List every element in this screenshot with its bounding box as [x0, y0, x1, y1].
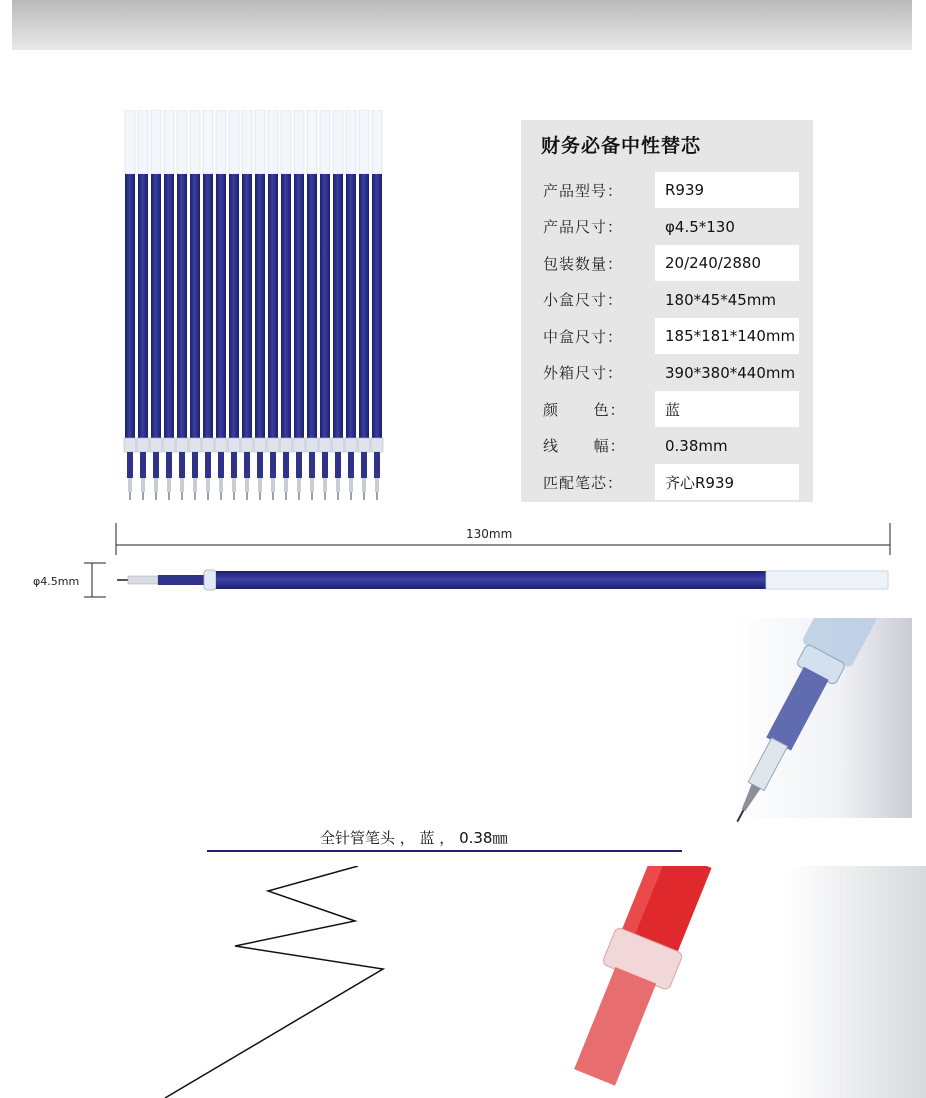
spec-label: 外箱尺寸：	[543, 364, 624, 383]
bundle-refill	[267, 110, 279, 500]
spec-label: 产品型号：	[543, 181, 624, 200]
diameter-label: φ4.5mm	[33, 575, 80, 588]
spec-table	[521, 120, 813, 502]
spec-value: 185*181*140mm	[655, 318, 799, 354]
spec-row-middle-box	[531, 318, 803, 355]
bundle-refill	[345, 110, 357, 500]
spec-label: 颜 色：	[543, 400, 626, 419]
blue-tip-closeup-image	[580, 618, 912, 858]
length-label: 130mm	[466, 527, 513, 541]
spec-value: 180*45*45mm	[665, 290, 777, 309]
bundle-refill	[371, 110, 383, 500]
spec-row-model	[531, 172, 803, 209]
spec-label: 匹配笔芯：	[543, 473, 624, 492]
bundle-refill	[254, 110, 266, 500]
bundle-refill	[137, 110, 149, 500]
bundle-refill	[241, 110, 253, 500]
bundle-refill	[358, 110, 370, 500]
bundle-refill	[189, 110, 201, 500]
spec-value: 20/240/2880	[655, 245, 799, 281]
bundle-refill	[332, 110, 344, 500]
refill-bundle-image	[120, 110, 390, 502]
bundle-refill	[202, 110, 214, 500]
spec-row-line-width	[531, 428, 803, 465]
spec-label: 小盒尺寸：	[543, 291, 624, 310]
spec-value: 齐心R939	[655, 464, 799, 500]
bundle-refill	[176, 110, 188, 500]
spec-value: 蓝	[655, 391, 799, 427]
bundle-refill	[228, 110, 240, 500]
bundle-refill	[280, 110, 292, 500]
spec-value: φ4.5*130	[665, 217, 735, 236]
caption: 全针管笔头 ， 蓝 ， 0.38㎜	[320, 829, 508, 847]
spec-value: R939	[655, 172, 799, 208]
top-banner	[12, 0, 912, 50]
spec-label: 产品尺寸：	[543, 218, 624, 237]
caption-underline	[207, 850, 682, 852]
bundle-refill	[306, 110, 318, 500]
bundle-refill	[215, 110, 227, 500]
spec-row-color	[531, 391, 803, 428]
single-refill	[117, 570, 888, 590]
spec-value: 390*380*440mm	[665, 363, 796, 382]
bundle-refill	[319, 110, 331, 500]
spec-row-outer-box	[531, 355, 803, 392]
spec-title: 财务必备中性替芯	[541, 135, 702, 157]
dimension-drawing	[0, 515, 926, 615]
red-refill-image	[0, 866, 926, 1098]
spec-row-packing	[531, 245, 803, 282]
spec-row-small-box	[531, 282, 803, 319]
spec-label: 包装数量：	[543, 254, 624, 273]
spec-row-matching	[531, 464, 803, 501]
bundle-refill	[124, 110, 136, 500]
spec-row-size	[531, 209, 803, 246]
bundle-refill	[163, 110, 175, 500]
bundle-refill	[293, 110, 305, 500]
spec-label: 线 幅：	[543, 437, 626, 456]
spec-value: 0.38mm	[665, 436, 728, 455]
spec-label: 中盒尺寸：	[543, 327, 624, 346]
bundle-refill	[150, 110, 162, 500]
